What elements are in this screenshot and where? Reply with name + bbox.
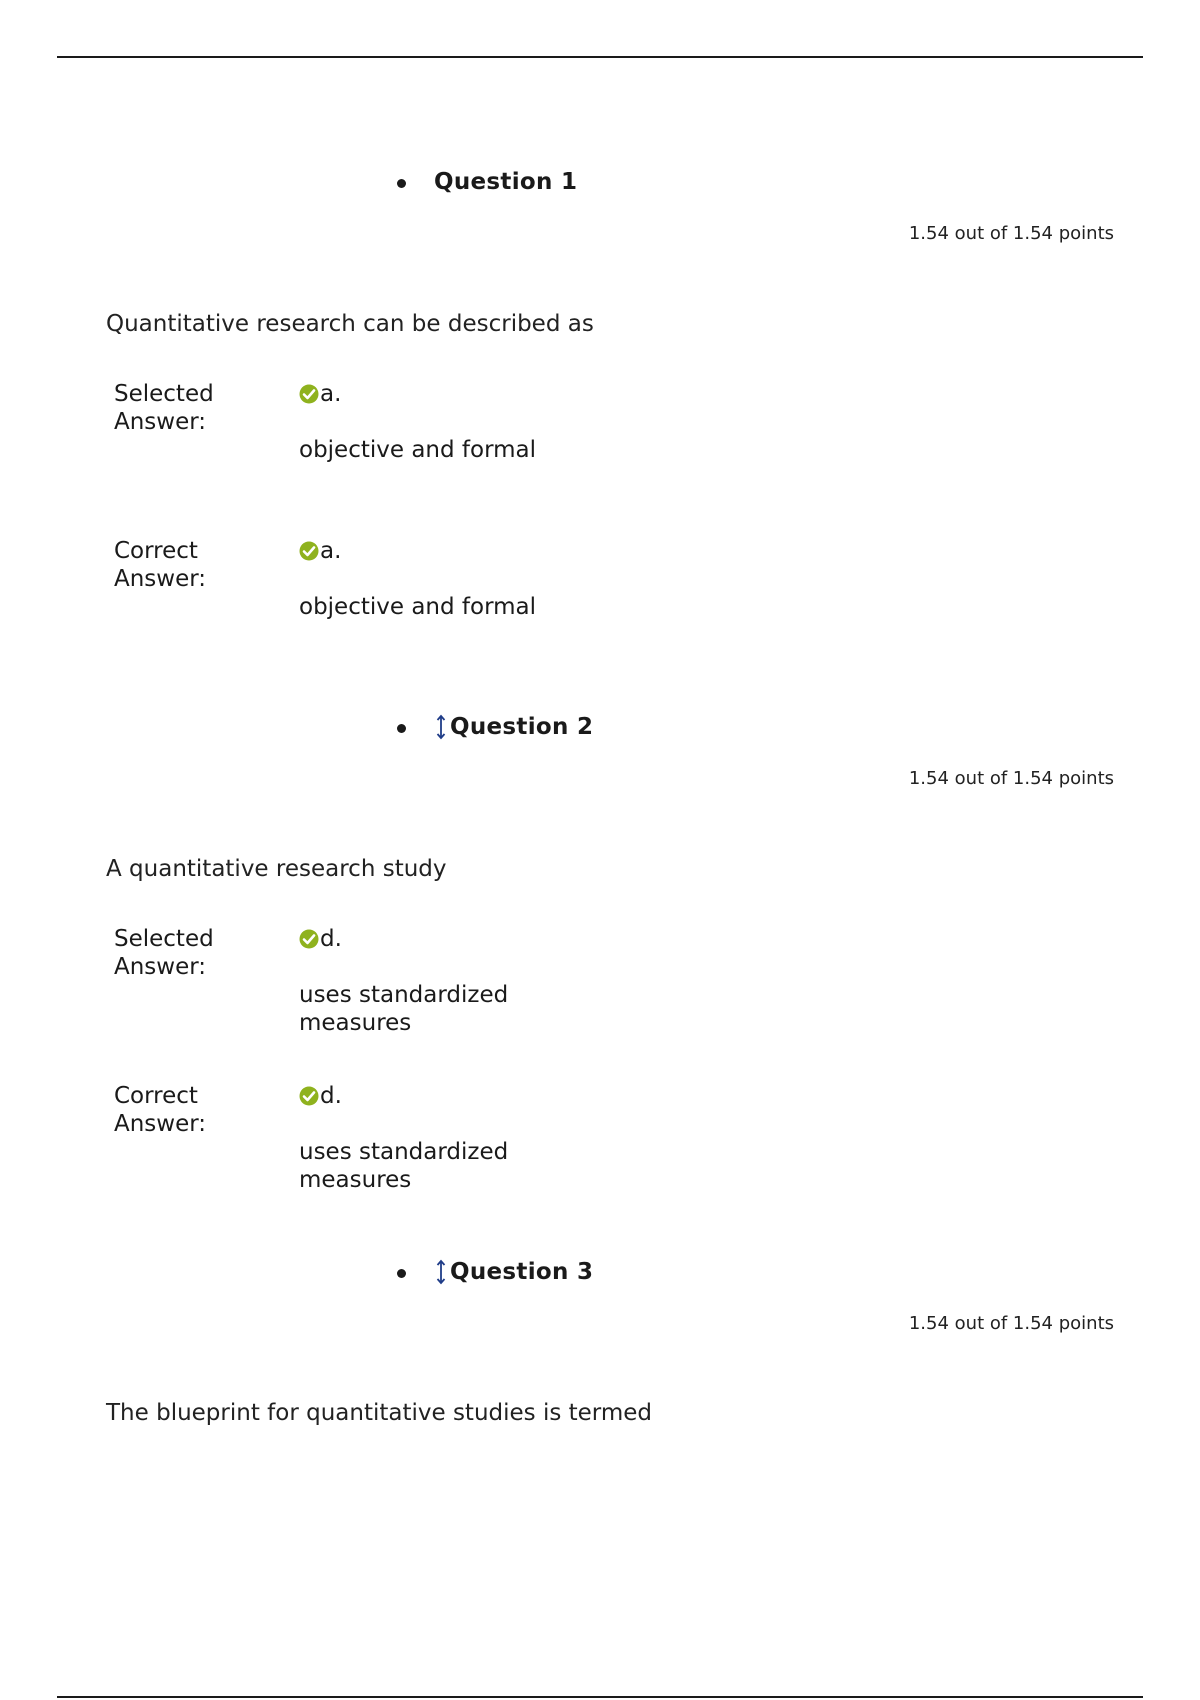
question-header-3 bbox=[397, 1257, 593, 1287]
check-icon bbox=[299, 541, 319, 561]
bullet-icon bbox=[397, 1269, 406, 1278]
check-icon bbox=[299, 384, 319, 404]
correct-answer-choice bbox=[299, 537, 341, 565]
question-text: Quantitative research can be described as bbox=[106, 311, 594, 337]
selected-answer-text: objective and formal bbox=[299, 437, 537, 463]
question-header-2 bbox=[397, 712, 593, 742]
question-title: Question 2 bbox=[450, 714, 594, 740]
question-points: 1.54 out of 1.54 points bbox=[908, 1313, 1114, 1334]
bottom-rule bbox=[57, 1696, 1143, 1698]
move-icon[interactable] bbox=[434, 1259, 448, 1285]
selected-answer-text: uses standardized measures bbox=[299, 982, 509, 1036]
move-icon[interactable] bbox=[434, 714, 448, 740]
check-icon bbox=[299, 1086, 319, 1106]
correct-answer-text: objective and formal bbox=[299, 594, 537, 620]
question-header-1 bbox=[397, 167, 577, 197]
bullet-icon bbox=[397, 179, 406, 188]
selected-answer-label: Selected Answer: bbox=[114, 381, 214, 435]
top-rule bbox=[57, 56, 1143, 58]
selected-answer-letter: a. bbox=[320, 381, 342, 407]
question-points: 1.54 out of 1.54 points bbox=[908, 223, 1114, 244]
question-text: A quantitative research study bbox=[106, 856, 447, 882]
correct-answer-text: uses standardized measures bbox=[299, 1139, 509, 1193]
correct-answer-label: Correct Answer: bbox=[114, 1083, 207, 1137]
selected-answer-letter: d. bbox=[320, 926, 342, 952]
correct-answer-choice bbox=[299, 1082, 342, 1110]
selected-answer-label: Selected Answer: bbox=[114, 926, 214, 980]
correct-answer-letter: d. bbox=[320, 1083, 342, 1109]
question-title: Question 3 bbox=[450, 1259, 594, 1285]
selected-answer-choice bbox=[299, 925, 342, 953]
correct-answer-label: Correct Answer: bbox=[114, 538, 207, 592]
selected-answer-choice bbox=[299, 380, 341, 408]
question-points: 1.54 out of 1.54 points bbox=[908, 768, 1114, 789]
check-icon bbox=[299, 929, 319, 949]
question-text: The blueprint for quantitative studies is termed bbox=[106, 1400, 653, 1426]
correct-answer-letter: a. bbox=[320, 538, 342, 564]
question-title: Question 1 bbox=[434, 169, 578, 195]
bullet-icon bbox=[397, 724, 406, 733]
